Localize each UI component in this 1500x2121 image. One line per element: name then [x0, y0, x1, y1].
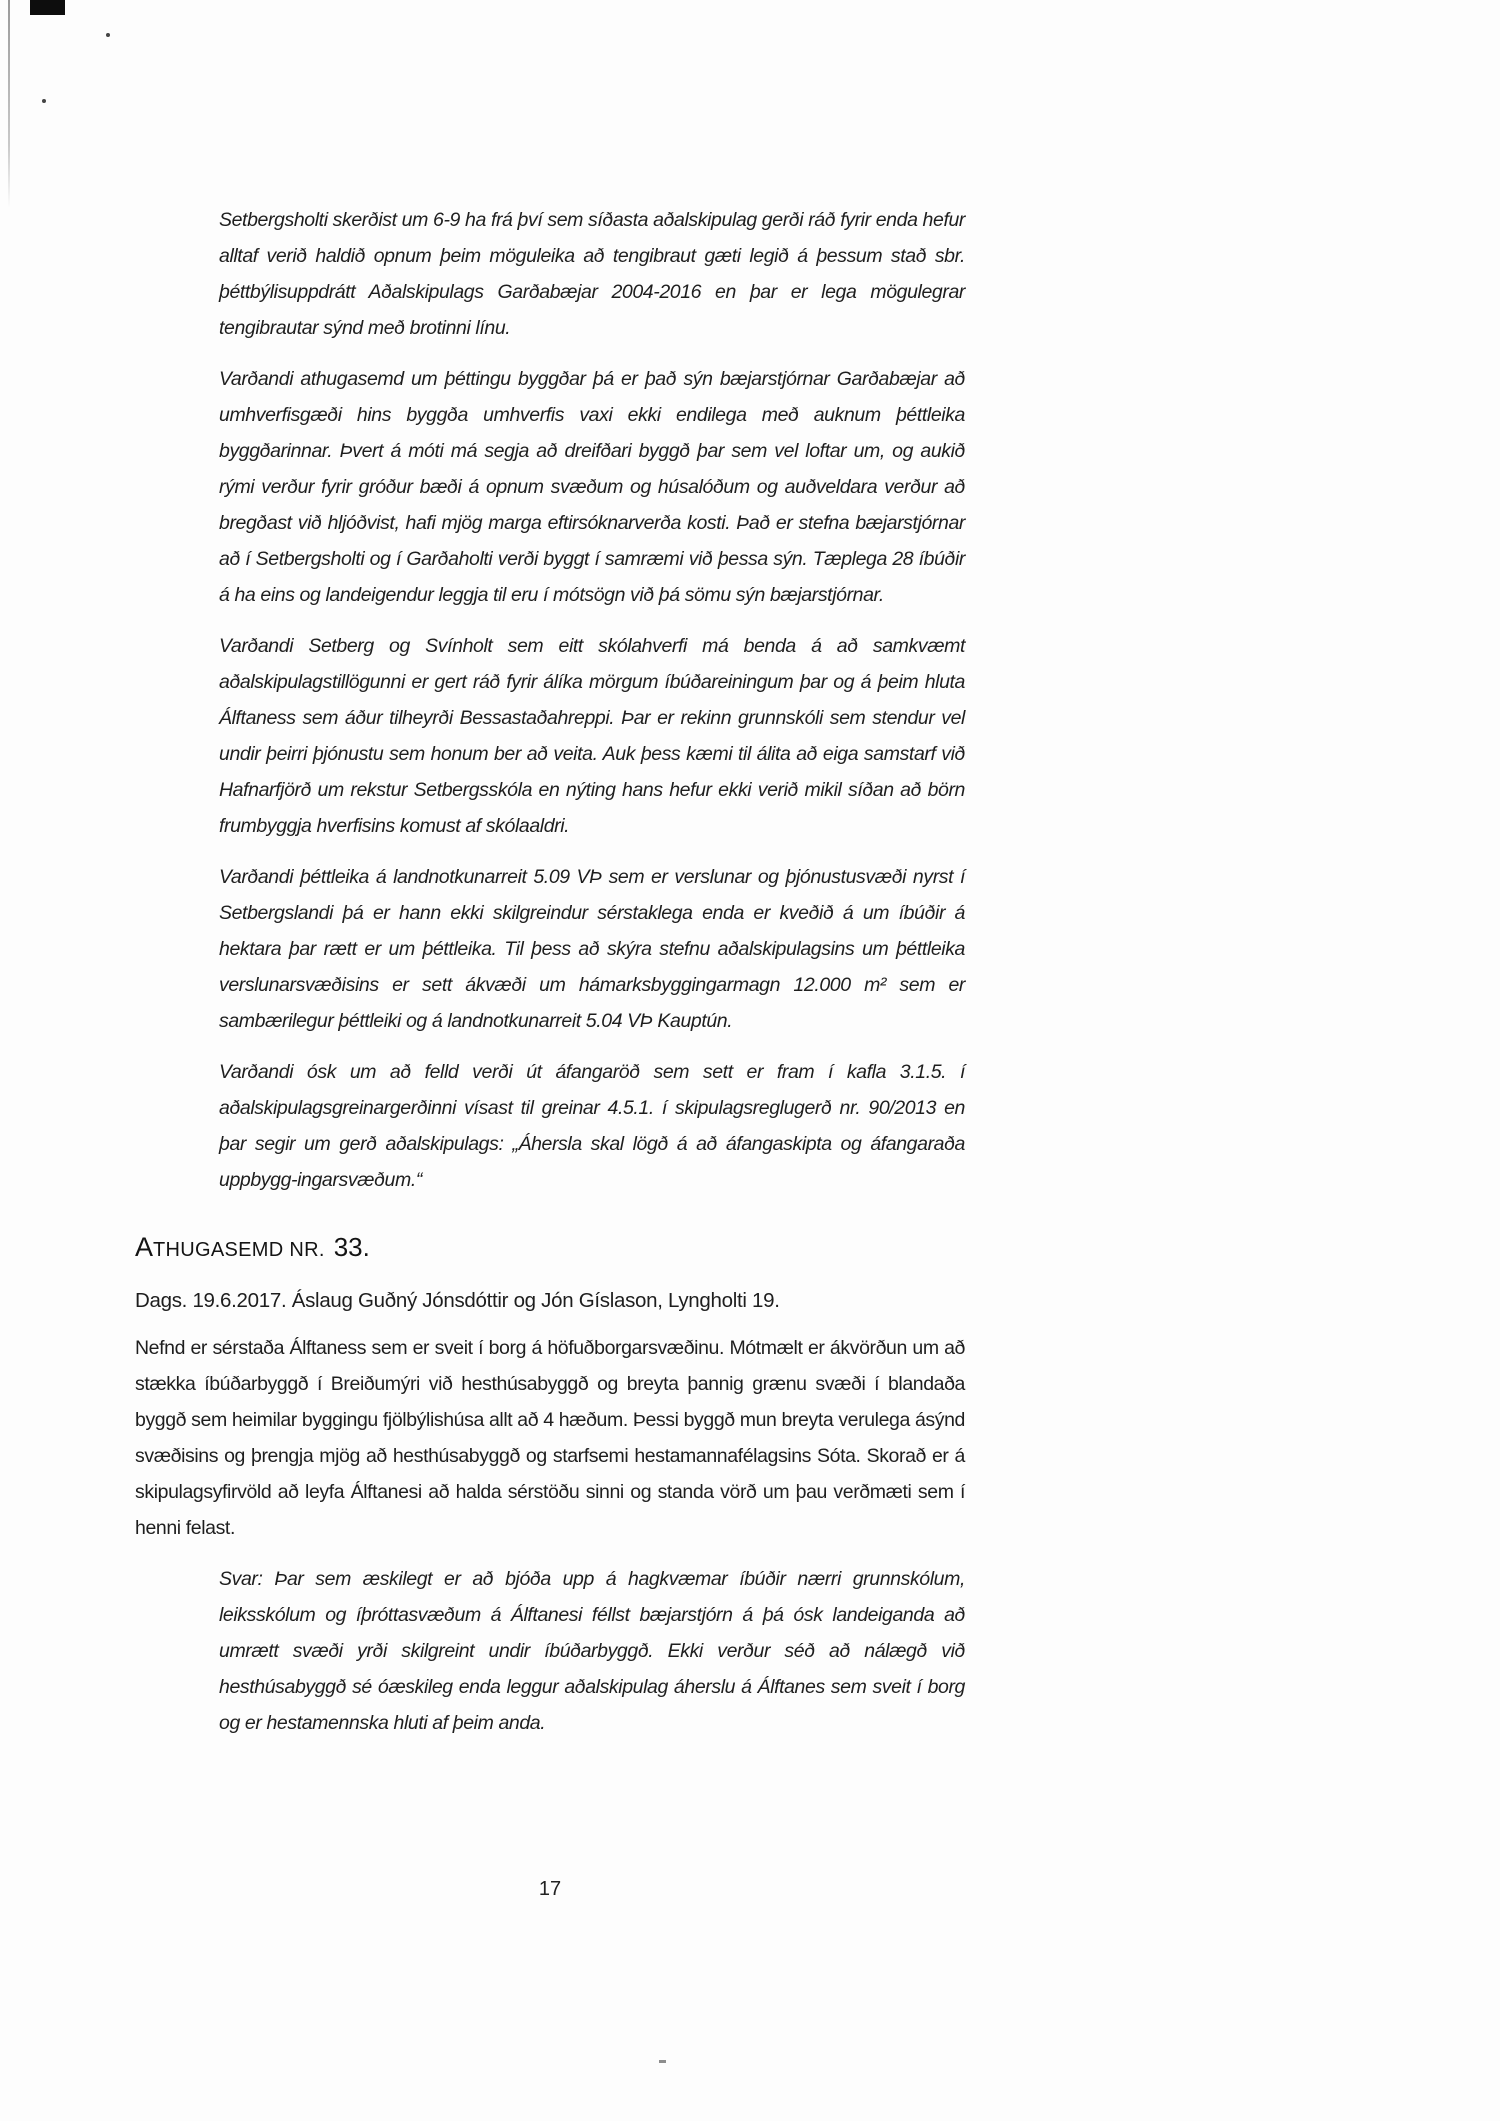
page-number: 17	[538, 1878, 562, 1900]
reply-paragraph: Svar: Þar sem æskilegt er að bjóða upp á hagkvæmar íbúðir nærri grunnskólum, leiksskólum og íþróttasvæðum á Álftanesi féllst bæjarstjórn á þá ósk landeiganda að umrætt svæði yrði skilgreint undir íbúðarbyggð. Ekki verður séð að nálægð við hesthúsabyggð sé óæskileg enda leggur aðalskipulag áherslu á Álftanes sem sveit í borg og er hestamennska hluti af þeim anda.	[219, 1568, 965, 1734]
response-paragraph: Varðandi athugasemd um þéttingu byggðar þá er það sýn bæjarstjórnar Garðabæjar að umhverfisgæði hins byggða umhverfis vaxi ekki endilega með auknum þéttleika byggðarinnar. Þvert á móti má segja að dreifðari byggð þar sem vel loftar um, og aukið rými verður fyrir gróður bæði á opnum svæðum og húsalóðum og auðveldara verður að bregðast við hljóðvist, hafi mjög marga eftirsóknarverða kosti. Það er stefna bæjarstjórnar að í Setbergsholti og í Garðaholti verði byggt í samræmi við þessa sýn. Tæplega 28 íbúðir á ha eins og landeigendur leggja til eru í mótsögn við þá sömu sýn bæjarstjórnar.	[219, 368, 965, 606]
response-paragraph: Varðandi Setberg og Svínholt sem eitt skólahverfi má benda á að samkvæmt aðalskipulagstillögunni er gert ráð fyrir álíka mörgum íbúðareiningum þar og á þeim hluta Álftaness sem áður tilheyrði Bessastaðahreppi. Þar er rekinn grunnskóli sem stendur vel undir þeirri þjónustu sem honum ber að veita. Auk þess kæmi til álita að eiga samstarf við Hafnarfjörð um rekstur Setbergsskóla en nýting hans hefur ekki verið mikil síðan að börn frumbyggja hverfisins komust af skólaaldri.	[219, 635, 965, 837]
scan-artifact-speck	[42, 99, 46, 103]
comment-date-line: Dags. 19.6.2017. Áslaug Guðný Jónsdóttir og Jón Gíslason, Lyngholti 19.	[135, 1289, 780, 1312]
response-paragraph: Setbergsholti skerðist um 6-9 ha frá því sem síðasta aðalskipulag gerði ráð fyrir enda hefur alltaf verið haldið opnum þeim möguleika að tengibraut gæti legið á þessum stað sbr. þéttbýlisuppdrátt Aðalskipulags Garðabæjar 2004-2016 en þar er lega mögulegrar tengibrautar sýnd með brotinni línu.	[219, 209, 965, 339]
response-paragraph: Varðandi þéttleika á landnotkunarreit 5.09 VÞ sem er verslunar og þjónustusvæði nyrst í Setbergslandi þá er hann ekki skilgreindur sérstaklega enda er kveðið á um íbúðir á hektara þar rætt er um þéttleika. Til þess að skýra stefnu aðalskipulagsins um þéttleika verslunarsvæðisins er sett ákvæði um hámarksbyggingarmagn 12.000 m² sem er sambærilegur þéttleiki og á landnotkunarreit 5.04 VÞ Kauptún.	[219, 866, 965, 1032]
page-content	[135, 202, 965, 1756]
heading-number: 33.	[333, 1232, 370, 1262]
heading-initial: A	[135, 1232, 154, 1262]
section-heading	[135, 1232, 965, 1263]
scan-artifact-speck	[659, 2060, 666, 2063]
scan-artifact-corner-mark	[30, 0, 65, 15]
response-paragraph: Varðandi ósk um að felld verði út áfangaröð sem sett er fram í kafla 3.1.5. í aðalskipulagsgreinargerðinni vísast til greinar 4.5.1. í skipulagsreglugerð nr. 90/2013 en þar segir um gerð aðalskipulags: „Áhersla skal lögð á að áfangaskipta og áfangaraða uppbygg-ingarsvæðum.“	[219, 1061, 965, 1191]
heading-smallcaps: THUGASEMD NR.	[153, 1239, 325, 1261]
scan-artifact-speck	[106, 33, 110, 37]
comment-paragraph: Nefnd er sérstaða Álftaness sem er sveit í borg á höfuðborgarsvæðinu. Mótmælt er ákvörðun um að stækka íbúðarbyggð í Breiðumýri við hesthúsabyggð og breyta þannig grænu svæði í blandaða byggð sem heimilar byggingu fjölbýlishúsa allt að 4 hæðum. Þessi byggð mun breyta verulega ásýnd svæðisins og þrengja mjög að hesthúsabyggð og starfsemi hestamannafélagsins Sóta. Skorað er á skipulagsyfirvöld að leyfa Álftanesi að halda sérstöðu sinni og standa vörð um þau verðmæti sem í henni felast.	[135, 1337, 965, 1539]
scan-artifact-edge-line	[8, 0, 10, 208]
